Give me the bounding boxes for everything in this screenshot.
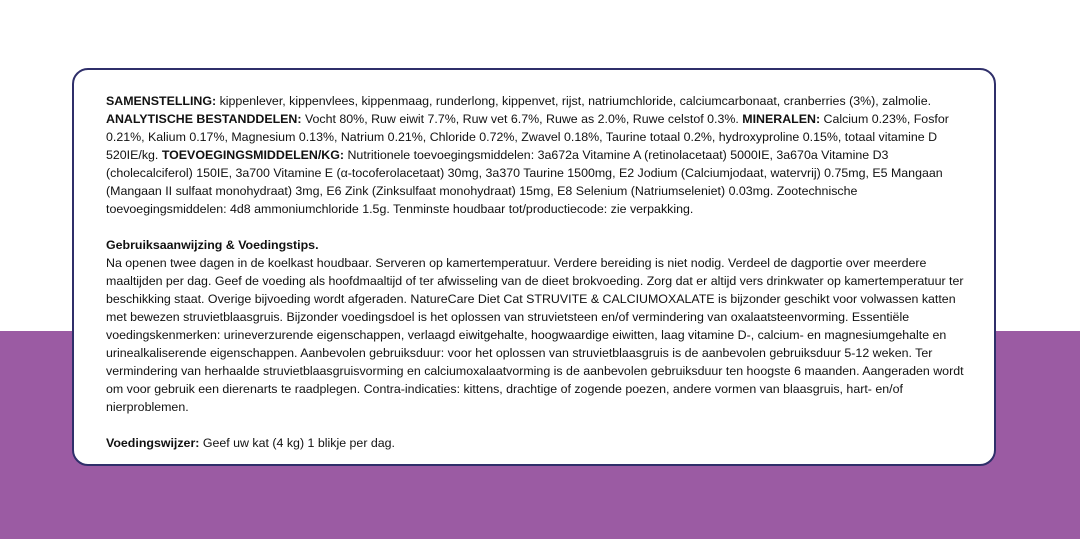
composition-paragraph (106, 92, 964, 218)
product-info-card (72, 68, 996, 466)
samenstelling-text: kippenlever, kippenvlees, kippenmaag, runderlong, kippenvet, rijst, natriumchloride, calciumcarbonaat, cranberries (3%), zalmolie. (216, 94, 932, 108)
mineralen-text: Calcium 0.23%, Fosfor 0.21%, Kalium 0.17%, Magnesium 0.13%, Natrium 0.21%, Chloride 0.72%, Zwavel 0.18%, Taurine totaal 0.2%, hydroxyproline 0.15%, totaal vitamine D 520IE/kg. (106, 112, 949, 162)
feeding-label: Voedingswijzer: (106, 436, 200, 450)
spacer (106, 218, 964, 236)
feeding-text: Geef uw kat (4 kg) 1 blikje per dag. (199, 436, 396, 450)
usage-body: Na openen twee dagen in de koelkast houdbaar. Serveren op kamertemperatuur. Verdere bereiding is niet nodig. Verdeel de dagportie over meerdere maaltijden per dag. Geef de voeding als hoofdmaaltijd of ter afwisseling van de dieet brokvoeding. Zorg dat er altijd vers drinkwater op kamertemperatuur ter beschikking staat. Overige bijvoeding wordt afgeraden. NatureCare Diet Cat STRUVITE & CALCIUMOXALATE is bijzonder geschikt voor volwassen katten met bewezen struvietblaasgruis. Bijzonder voedingsdoel is het oplossen van struvietsteen en/of vermindering van oxalaatsteenvorming. Essentiële voedingskenmerken: urineverzurende eigenschappen, verlaagd eiwitgehalte, hoogwaardige eiwitten, laag vitamine D-, calcium- en magnesiumgehalte en urinealkaliserende eigenschappen. Aanbevolen gebruiksduur: voor het oplossen van struvietblaasgruis is de aanbevolen gebruiksduur 5-12 weken. Ter vermindering van herhaalde struvietblaasgruisvorming en calciumoxalaatvorming is de aanbevolen gebruiksduur ten hoogste 6 maanden. Aangeraden wordt om voor gebruik een dierenarts te raadplegen. Contra-indicaties: kittens, drachtige of zogende poezen, andere vormen van blaasgruis, hart- en/of nierproblemen. (106, 256, 964, 414)
toevoegingsmiddelen-text: Nutritionele toevoegingsmiddelen: 3a672a Vitamine A (retinolacetaat) 5000IE, 3a670a Vitamine D3 (cholecalciferol) 150IE, 3a700 Vitamine E (α-tocoferolacetaat) 30mg, 3a370 Taurine 1500mg, E2 Jodium (Calciumjodaat, watervrij) 0.75mg, E5 Mangaan (Mangaan II sulfaat monohydraat) 3mg, E6 Zink (Zinksulfaat monohydraat) 15mg, E8 Selenium (Natriumseleniet) 0.03mg. Zootechnische toevoegingsmiddelen: 4d8 ammoniumchloride 1.5g. Tenminste houdbaar tot/productiecode: zie verpakking. (106, 148, 943, 216)
usage-heading (106, 236, 964, 254)
mineralen-heading: MINERALEN: (742, 112, 821, 126)
spacer (106, 416, 964, 434)
samenstelling-heading: SAMENSTELLING: (106, 94, 217, 108)
toevoegingsmiddelen-heading: TOEVOEGINGSMIDDELEN/KG: (161, 148, 345, 162)
usage-heading-text: Gebruiksaanwijzing & Voedingstips. (106, 238, 319, 252)
feeding-guide (106, 434, 964, 452)
analytische-text: Vocht 80%, Ruw eiwit 7.7%, Ruw vet 6.7%, Ruwe as 2.0%, Ruwe celstof 0.3%. (301, 112, 739, 126)
analytische-heading: ANALYTISCHE BESTANDDELEN: (106, 112, 302, 126)
